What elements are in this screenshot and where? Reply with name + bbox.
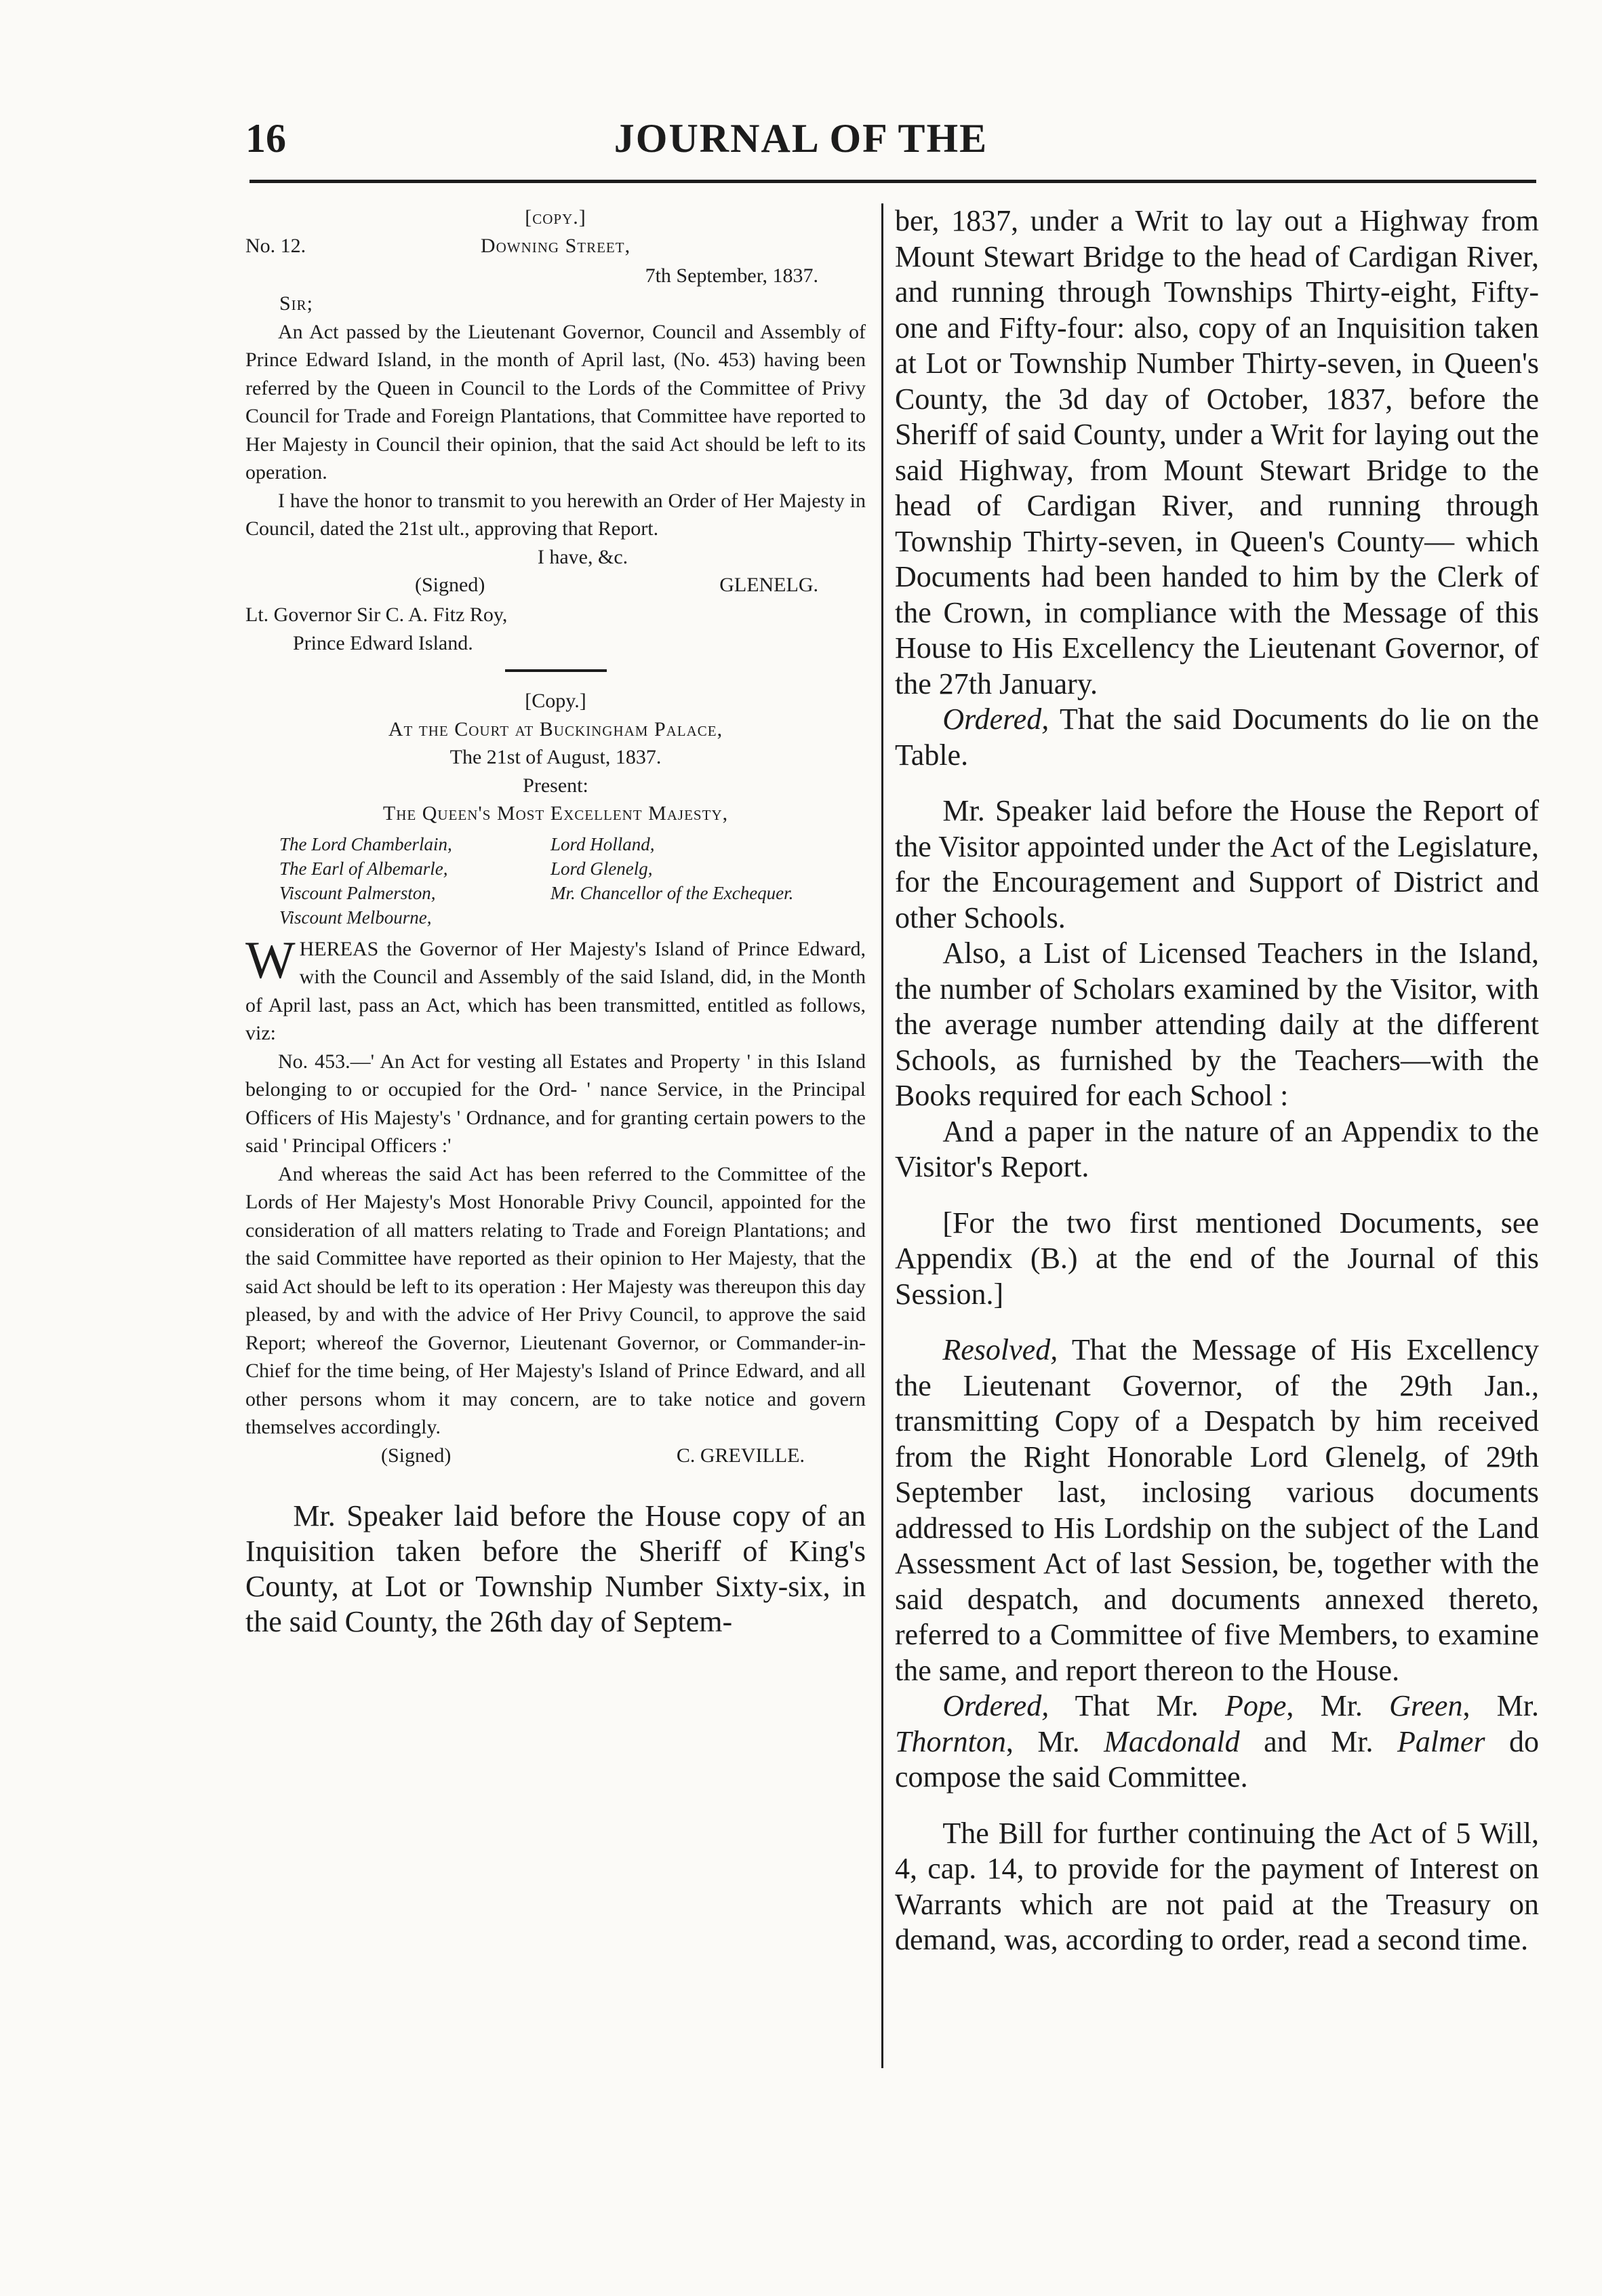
copy-marker: [copy.] bbox=[525, 206, 586, 229]
letter-address: Lt. Governor Sir C. A. Fitz Roy, bbox=[245, 603, 508, 626]
signed-label: (Signed) bbox=[415, 574, 485, 596]
letter-paragraph: I have the honor to transmit to you herewith an Order of Her Majesty in Council, dated the 21st ult., approving that Report. bbox=[245, 489, 866, 540]
signed-label: (Signed) bbox=[381, 1444, 452, 1467]
letter-closing: I have, &c. bbox=[537, 545, 628, 568]
journal-paragraph: Mr. Speaker laid before the House the Report of the Visitor appointed under the Act of the Legislature, for the Encouragement and Support of District and other Schools. bbox=[895, 794, 1539, 934]
journal-paragraph: Ordered, That the said Documents do lie on the Table. bbox=[895, 702, 1539, 772]
attendee: Viscount Melbourne, bbox=[279, 907, 432, 928]
header-rule bbox=[249, 180, 1536, 183]
journal-paragraph: Resolved, That the Message of His Excellency the Lieutenant Governor, of the 29th Jan., transmitting Copy of a Despatch by him received from the Right Honorable Lord Glenelg, of 29th September last, inclosing various documents addressed to His Lordship on the subject of the Land Assessment Act of last Session, be, together with the said despatch, and documents annexed thereto, referred to a Committee of five Members, to examine the same, and report thereon to the House. bbox=[895, 1333, 1539, 1687]
letter-address: Prince Edward Island. bbox=[293, 631, 473, 654]
right-column bbox=[895, 203, 1539, 1958]
order-present: Present: bbox=[523, 774, 588, 797]
column-divider bbox=[881, 203, 883, 2068]
letter-number: No. 12. bbox=[245, 234, 306, 257]
attendee-list bbox=[279, 832, 866, 930]
attendee: Viscount Palmerston, bbox=[279, 882, 436, 903]
journal-paragraph: The Bill for further continuing the Act of 5 Will, 4, cap. 14, to provide for the payment of Interest on Warrants which are not paid at the Treasury on demand, was, according to order, read a second time. bbox=[895, 1816, 1539, 1956]
letter-place: Downing Street, bbox=[480, 234, 631, 257]
journal-paragraph: And a paper in the nature of an Appendix to the Visitor's Report. bbox=[895, 1114, 1539, 1183]
order-act-title: No. 453.—' An Act for vesting all Estates and Property ' in this Island belonging to or occupied for the Ord- ' nance Service, in the Principal Officers of His Majesty's ' Ordnance, and for granting certain powers to the said ' Principal Officers :' bbox=[245, 1050, 866, 1157]
attendee: The Lord Chamberlain, bbox=[279, 833, 452, 854]
order-place: At the Court at Buckingham Palace, bbox=[388, 717, 723, 740]
running-title: JOURNAL OF THE bbox=[614, 116, 988, 161]
page-number: 16 bbox=[245, 116, 286, 161]
order-date: The 21st of August, 1837. bbox=[449, 746, 662, 768]
section-rule bbox=[505, 669, 607, 672]
copy-marker: [Copy.] bbox=[525, 690, 586, 712]
attendee: Lord Holland, bbox=[550, 833, 655, 854]
journal-paragraph: Also, a List of Licensed Teachers in the Island, the number of Scholars examined by the Visitor, with the average number attending daily at the different Schools, as furnished by the Teachers—with the Books required for each School : bbox=[895, 936, 1539, 1112]
order-paragraph: WHEREAS the Governor of Her Majesty's Island of Prince Edward, with the Council and Assembly of the said Island, did, in the Month of April last, pass an Act, which has been transmitted, entitled as follows, viz: bbox=[245, 930, 866, 1044]
order-majesty: The Queen's Most Excellent Majesty, bbox=[382, 802, 729, 825]
signer-name: C. GREVILLE. bbox=[676, 1444, 805, 1467]
attendee: The Earl of Albemarle, bbox=[279, 858, 448, 879]
appendix-note: [For the two first mentioned Documents, see Appendix (B.) at the end of the Journal of this Session.] bbox=[895, 1206, 1539, 1311]
attendee: Lord Glenelg, bbox=[550, 858, 653, 879]
journal-paragraph: ber, 1837, under a Writ to lay out a Highway from Mount Stewart Bridge to the head of Cardigan River, and running through Townships Thirty-eight, Fifty-one and Fifty-four: also, copy of an Inquisition taken at Lot or Township Number Thirty-seven, in Queen's County, the 3d day of October, 1837, before the Sheriff of said County, under a Writ for laying out the said Highway, from Mount Stewart Bridge to the head of Cardigan River, and running through Township Thirty-seven, in Queen's County— which Documents had been handed to him by the Clerk of the Crown, in compliance with the Message of this House to His Excellency the Lieutenant Governor, of the 27th January. bbox=[895, 204, 1539, 700]
letter-date: 7th September, 1837. bbox=[645, 264, 818, 287]
speaker-paragraph: Mr. Speaker laid before the House copy of an Inquisition taken before the Sheriff of King's County, at Lot or Township Number Sixty-six, in the said County, the 26th day of Septem- bbox=[245, 1499, 866, 1638]
letter-salutation: Sir; bbox=[279, 292, 314, 315]
order-paragraph: And whereas the said Act has been referred to the Committee of the Lords of Her Majesty's Most Honorable Privy Council, appointed for the consideration of all matters relating to Trade and Foreign Plantations; and the said Committee have reported as their opinion to Her Majesty, that the said Act should be left to its operation : Her Majesty was thereupon this day pleased, by and with the advice of Her Privy Council, to approve the said Report; whereof the Governor, Lieutenant Governor, or Commander-in-Chief for the time being, of Her Majesty's Island of Prince Edward, and all other persons whom it may concern, are to take notice and govern themselves accordingly. bbox=[245, 1162, 866, 1438]
attendee: Mr. Chancellor of the Exchequer. bbox=[550, 882, 794, 903]
signer-name: GLENELG. bbox=[719, 574, 818, 596]
drop-cap: W bbox=[245, 930, 296, 989]
letter-paragraph: An Act passed by the Lieutenant Governor, Council and Assembly of Prince Edward Island, in the month of April last, (No. 453) having been referred by the Queen in Council to the Lords of the Committee of Privy Council for Trade and Foreign Plantations, that Committee have reported to Her Majesty in Council their opinion, that the said Act should be left to its operation. bbox=[245, 320, 866, 483]
letter-heading bbox=[245, 232, 866, 262]
journal-paragraph: Ordered, That Mr. Pope, Mr. Green, Mr. Thornton, Mr. Macdonald and Mr. Palmer do compose the said Committee. bbox=[895, 1689, 1539, 1794]
letter-signature bbox=[245, 571, 866, 601]
order-signature bbox=[245, 1442, 866, 1471]
left-column bbox=[245, 203, 866, 1640]
